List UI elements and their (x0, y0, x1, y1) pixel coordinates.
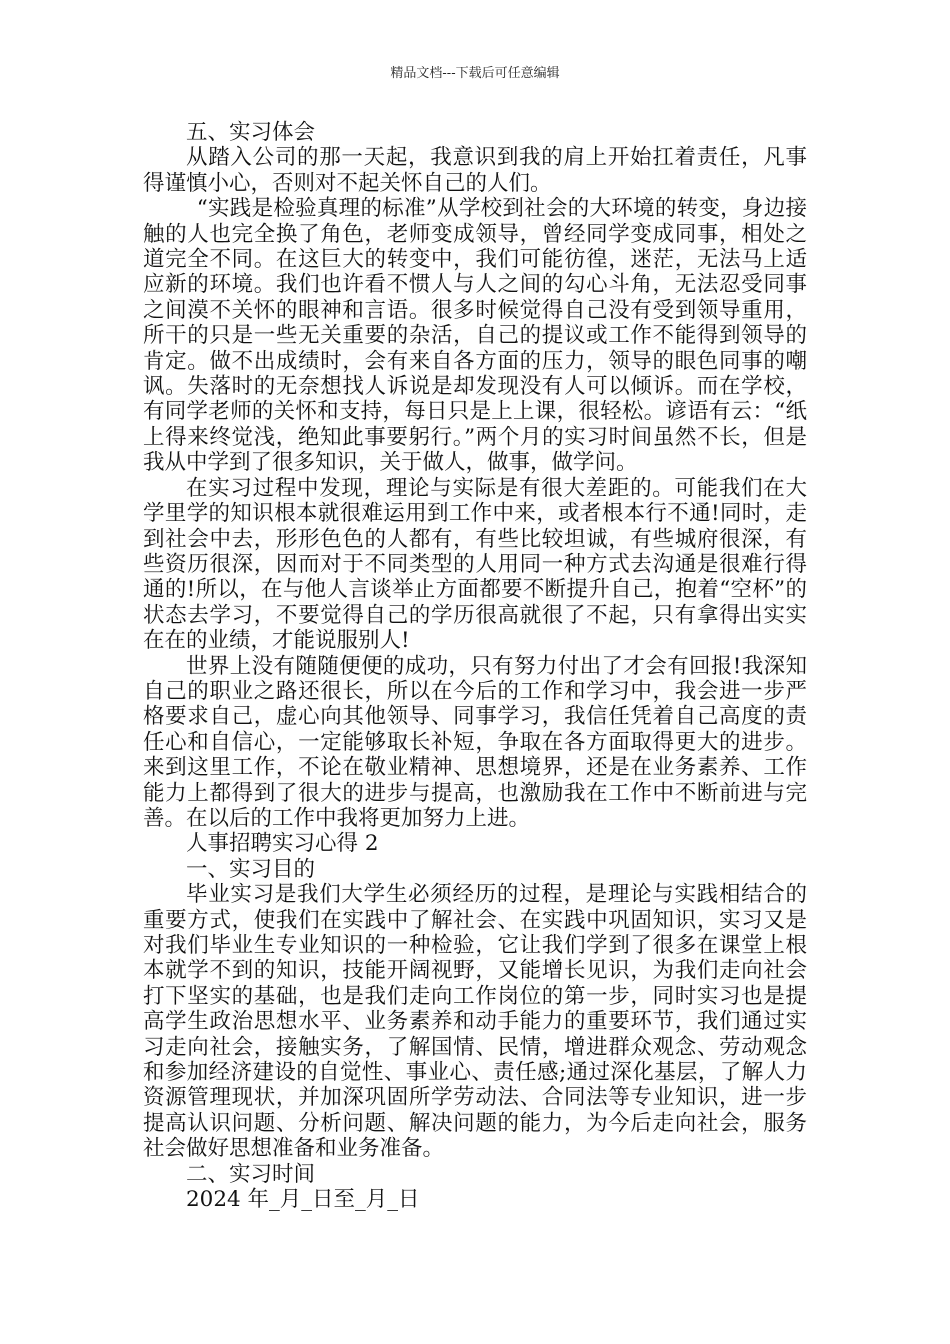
internship-date-line: 2024 年_月_日至_月_日 (186, 1187, 420, 1213)
paragraph: 毕业实习是我们大学生必须经历的过程，是理论与实践相结合的重要方式，使我们在实践中了解社会、在实践中巩固知识，实习又是对我们毕业生专业知识的一种检验，它让我们学到了很多在课堂上根本就学不到的知识，技能开阔视野，又能增长见识，为我们走向社会打下坚实的基础，也是我们走向工作岗位的第一步，同时实习也是提高学生政治思想水平、业务素养和动手能力的重要环节，我们通过实习走向社会，接触实务，了解国情、民情，增进群众观念、劳动观念和参加经济建设的自觉性、事业心、责任感;通过深化基层，了解人力资源管理现状，并加深巩固所学劳动法、合同法等专业知识，进一步提高认识问题、分析问题、解决问题的能力，为今后走向社会，服务社会做好思想准备和业务准备。 (143, 882, 807, 1162)
page-header: 精品文档---下载后可任意编辑 (390, 66, 560, 81)
section-heading-internship-reflection: 五、实习体会 (186, 120, 316, 145)
section-title-recruitment-internship: 人事招聘实习心得 2 (186, 831, 379, 857)
document-body (143, 120, 807, 1212)
section-heading-internship-time: 二、实习时间 (186, 1161, 316, 1187)
paragraph: 世界上没有随随便便的成功，只有努力付出了才会有回报!我深知自己的职业之路还很长，所以在今后的工作和学习中，我会进一步严格要求自己，虚心向其他领导、同事学习，我信任凭着自己高度的责任心和自信心，一定能够取长补短，争取在各方面取得更大的进步。来到这里工作，不论在敬业精神、思想境界，还是在业务素养、工作能力上都得到了很大的进步与提高，也激励我在工作中不断前进与完善。在以后的工作中我将更加努力上进。 (143, 653, 807, 831)
paragraph: “实践是检验真理的标准”从学校到社会的大环境的转变，身边接触的人也完全换了角色，老师变成领导，曾经同学变成同事，相处之道完全不同。在这巨大的转变中，我们可能彷徨，迷茫，无法马上适应新的环境。我们也许看不惯人与人之间的勾心斗角，无法忍受同事之间漠不关怀的眼神和言语。很多时候觉得自己没有受到领导重用，所干的只是一些无关重要的杂活，自己的提议或工作不能得到领导的肯定。做不出成绩时，会有来自各方面的压力，领导的眼色同事的嘲讽。失落时的无奈想找人诉说是却发现没有人可以倾诉。而在学校，有同学老师的关怀和支持，每日只是上上课，很轻松。谚语有云：“纸上得来终觉浅，绝知此事要躬行。”两个月的实习时间虽然不长，但是我从中学到了很多知识，关于做人，做事，做学问。 (143, 196, 807, 476)
section-heading-internship-purpose: 一、实习目的 (186, 856, 316, 882)
paragraph: 在实习过程中发现，理论与实际是有很大差距的。可能我们在大学里学的知识根本就很难运用到工作中来，或者根本行不通!同时，走到社会中去，形形色色的人都有，有些比较坦诚，有些城府很深，有些资历很深，因而对于不同类型的人用同一种方式去沟通是很难行得通的!所以，在与他人言谈举止方面都要不断提升自己，抱着“空杯”的状态去学习，不要觉得自己的学历很高就很了不起，只有拿得出实实在在的业绩，才能说服别人! (143, 475, 807, 654)
paragraph: 从踏入公司的那一天起，我意识到我的肩上开始扛着责任，凡事得谨慎小心，否则对不起关怀自己的人们。 (143, 145, 807, 196)
